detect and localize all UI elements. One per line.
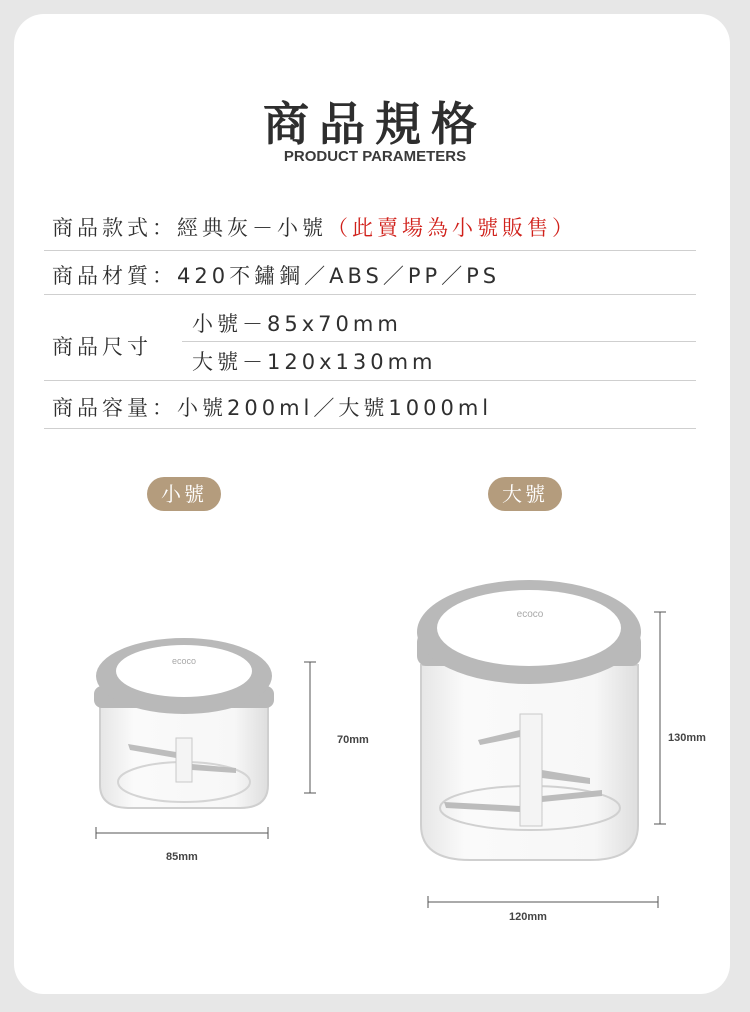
small-brand-logo: ecoco bbox=[171, 656, 197, 666]
spec-label-material: 商品材質： bbox=[52, 264, 177, 288]
small-chopper-image bbox=[94, 638, 274, 808]
large-chopper-image bbox=[417, 580, 641, 860]
spec-value-capacity: 小號200ml／大號1000ml bbox=[177, 396, 493, 420]
spec-value-material: 420不鏽鋼／ABS／PP／PS bbox=[177, 264, 501, 288]
spec-label-size: 商品尺寸 bbox=[52, 335, 152, 359]
spec-value-size-small: 小號－85x70mm bbox=[192, 312, 402, 336]
small-height-label: 70mm bbox=[337, 734, 369, 746]
large-brand-logo: ecoco bbox=[516, 609, 544, 620]
badge-large: 大號 bbox=[488, 477, 562, 511]
large-width-dimension-line bbox=[428, 896, 658, 908]
small-width-dimension-line bbox=[96, 827, 268, 839]
large-height-dimension-line bbox=[654, 612, 666, 824]
page-subtitle: PRODUCT PARAMETERS bbox=[283, 148, 467, 165]
badge-small: 小號 bbox=[147, 477, 221, 511]
small-width-label: 85mm bbox=[166, 851, 198, 863]
spec-label-style: 商品款式： bbox=[52, 216, 177, 240]
large-height-label: 130mm bbox=[668, 732, 706, 744]
spec-value-style: 經典灰－小號 bbox=[177, 216, 327, 240]
spec-note-style: （此賣場為小號販售） bbox=[327, 216, 577, 240]
page-title: 商品規格 bbox=[263, 97, 487, 151]
spec-label-capacity: 商品容量： bbox=[52, 396, 177, 420]
small-height-dimension-line bbox=[304, 662, 316, 793]
large-width-label: 120mm bbox=[509, 911, 547, 923]
spec-value-size-large: 大號－120x130mm bbox=[192, 350, 437, 374]
